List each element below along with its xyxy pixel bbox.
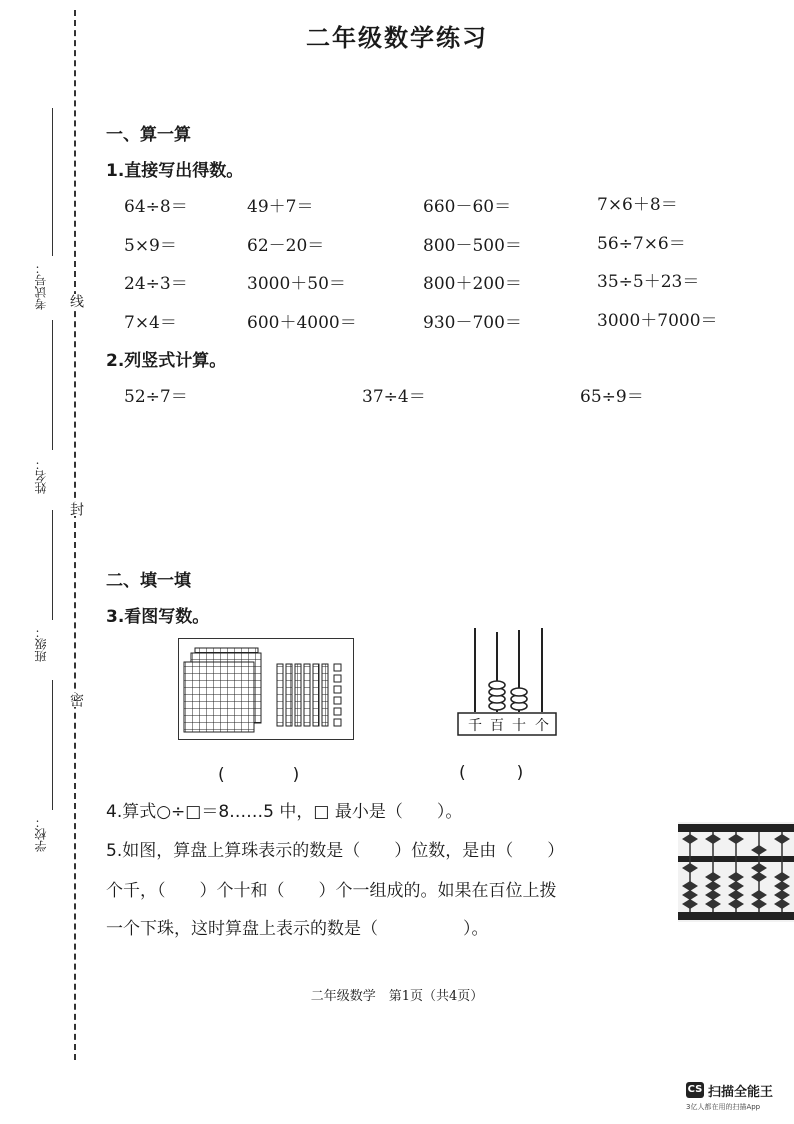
class-line [52,510,53,620]
q3-answer-blank-left: ( ) [218,765,300,785]
scanner-brand: 扫描全能王 [708,1085,774,1100]
q1-item: 800＋200＝ [423,274,522,294]
section1-heading: 一、算一算 [106,125,191,145]
exam-number-line [52,108,53,256]
suanpan-figure [678,822,794,922]
q1-item: 64÷8＝ [124,197,188,217]
seal-char-secret: 密 [68,693,84,707]
q1-item: 62－20＝ [247,236,325,256]
frame-label-thousands: 千 [468,718,482,734]
q2-item: 37÷4＝ [362,387,426,407]
q1-item: 930－700＝ [423,313,522,333]
q3-label: 3.看图写数。 [106,607,210,627]
q3-answer-blank-right: ( ) [459,763,524,783]
ten-rod [286,664,292,726]
q1-item: 660－60＝ [423,197,512,217]
q1-item: 3000＋7000＝ [597,311,718,331]
exam-number-label: 考试号： [34,262,48,310]
q1-item: 3000＋50＝ [247,274,346,294]
ten-rod [313,664,319,726]
binding-dashed-line [74,10,76,1060]
q2-item: 65÷9＝ [580,387,644,407]
q2-label: 2.列竖式计算。 [106,351,227,371]
q1-label: 1.直接写出得数。 [106,161,244,181]
frame-label-tens: 十 [512,718,526,734]
q1-item: 7×4＝ [124,313,177,333]
q4-text: 4.算式○÷□＝8……5 中，□ 最小是（ ）。 [106,802,463,822]
q5-line1: 5.如图，算盘上算珠表示的数是（ ）位数，是由（ ） [106,841,565,861]
seal-char-line: 线 [68,294,84,308]
school-label: 学校： [34,816,48,852]
q1-item: 35÷5＋23＝ [597,272,700,292]
class-label: 班级： [34,626,48,662]
tens-beads [511,688,527,710]
school-line [52,680,53,810]
scanner-tagline: 3亿人都在用的扫描App [686,1103,761,1111]
ten-rod [322,664,328,726]
q2-item: 52÷7＝ [124,387,188,407]
q1-item: 5×9＝ [124,236,177,256]
q1-item: 56÷7×6＝ [597,234,686,254]
q5-line3: 一个下珠，这时算盘上表示的数是（ ）。 [106,919,489,939]
ten-rod [304,664,310,726]
q1-item: 600＋4000＝ [247,313,357,333]
ten-rod [295,664,301,726]
q1-item: 49＋7＝ [247,197,314,217]
hundreds-beads [489,681,505,710]
page-footer: 二年级数学 第1页（共4页） [310,989,484,1004]
scanner-logo-icon: CS [686,1082,704,1098]
counting-frame-figure [456,626,558,738]
name-line [52,320,53,450]
page-title: 二年级数学练习 [306,24,488,52]
q5-line2: 个千，（ ）个十和（ ）个一组成的。如果在百位上拨 [106,881,557,901]
hundred-block [184,662,254,732]
ten-rod [277,664,283,726]
frame-label-ones: 个 [535,718,549,734]
q1-item: 800－500＝ [423,236,522,256]
section2-heading: 二、填一填 [106,571,191,591]
q1-item: 24÷3＝ [124,274,188,294]
seal-char-seal: 封 [68,502,84,516]
name-label: 姓名： [34,458,48,494]
q1-item: 7×6＋8＝ [597,195,678,215]
frame-label-hundreds: 百 [490,718,504,734]
place-value-blocks-figure [178,638,354,740]
